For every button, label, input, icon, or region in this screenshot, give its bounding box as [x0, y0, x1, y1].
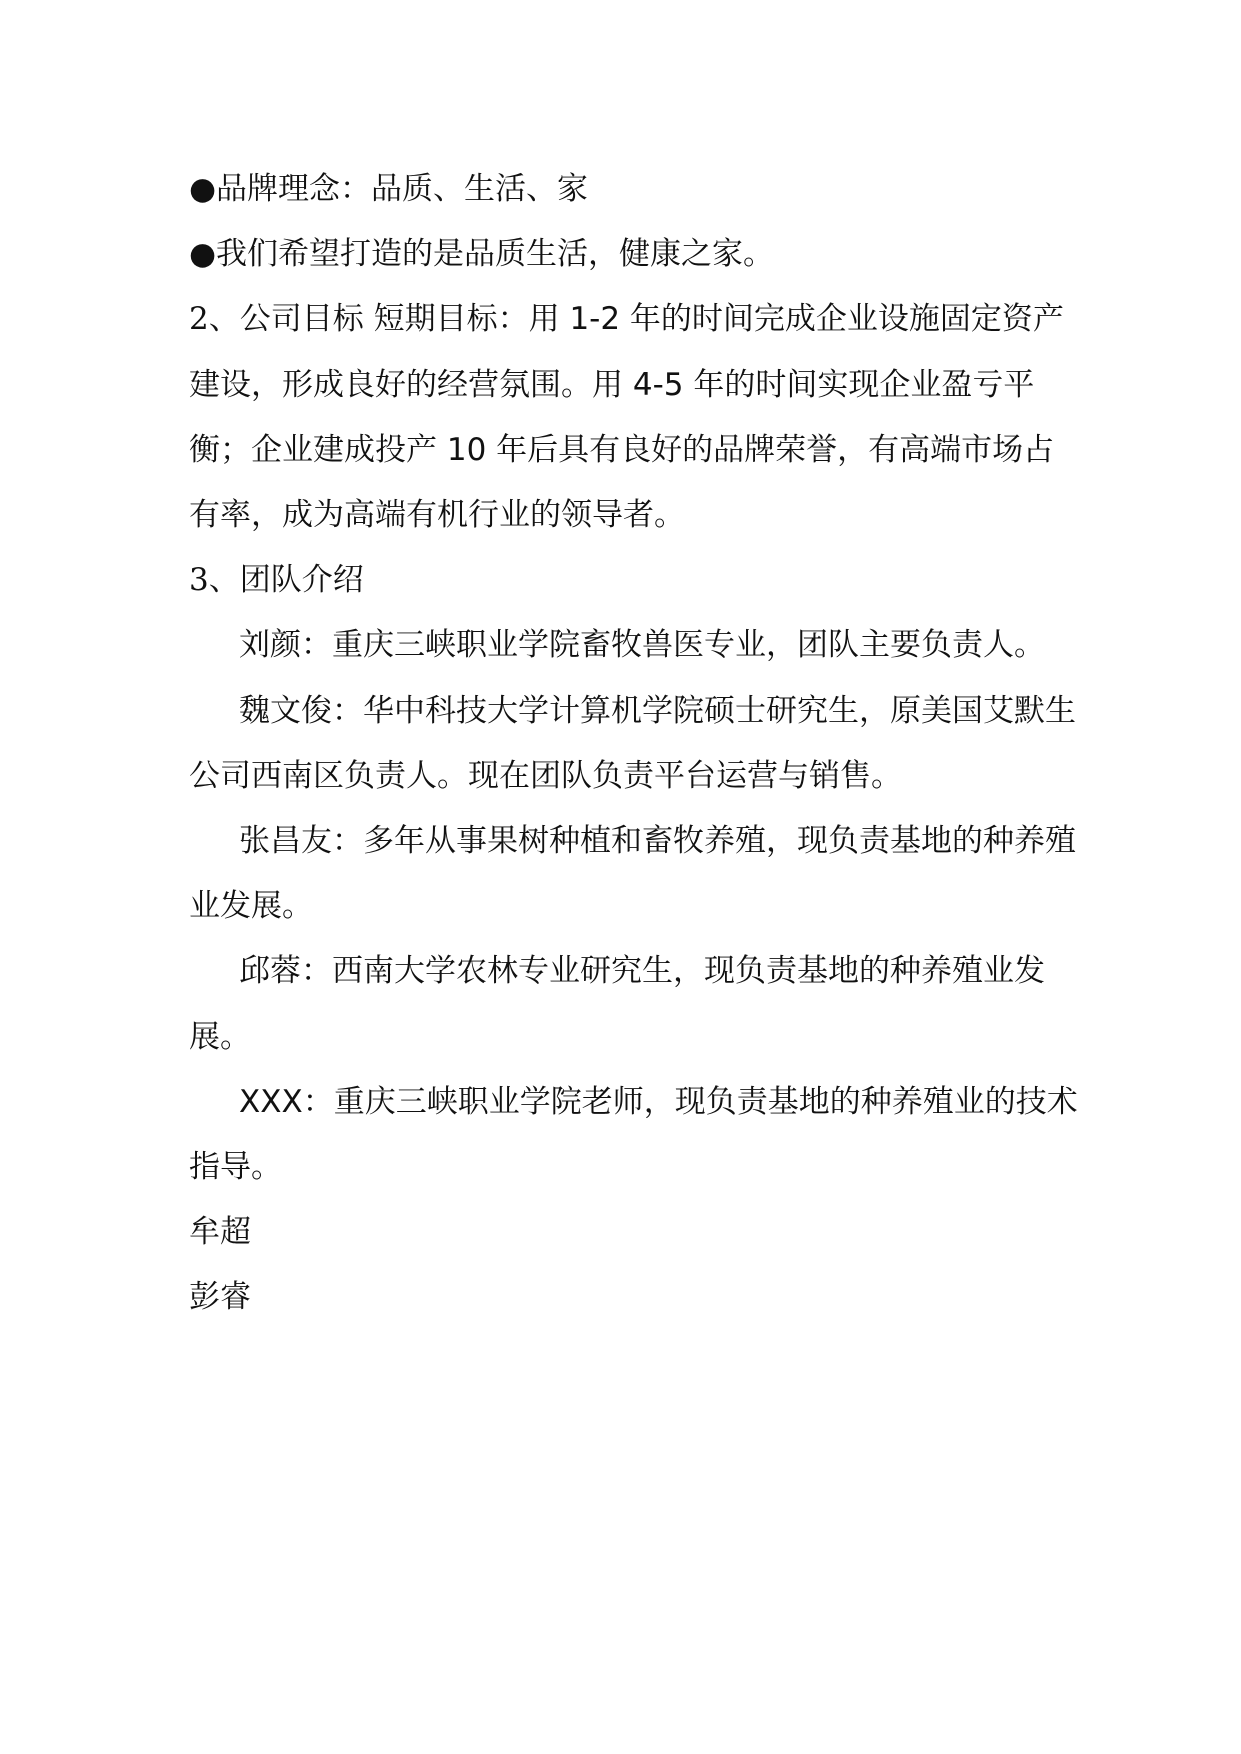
document-body — [189, 157, 1079, 1331]
team-member-zhang-changyou: 张昌友：多年从事果树种植和畜牧养殖，现负责基地的种养殖业发展。 — [189, 823, 1076, 925]
team-intro-heading — [189, 548, 1079, 613]
extra-name-mou-chao: 牟超 — [189, 1214, 251, 1251]
team-intro-title: 、团队介绍 — [208, 562, 364, 599]
team-member-wei-wenjun: 魏文俊：华中科技大学计算机学院硕士研究生，原美国艾默生公司西南区负责人。现在团队负责平台运营与销售。 — [189, 692, 1076, 794]
extra-name-peng-rui: 彭睿 — [189, 1279, 251, 1316]
company-goals-text: 、公司目标 短期目标：用 1-2 年的时间完成企业设施固定资产建设，形成良好的经营氛围。用 4-5 年的时间实现企业盈亏平衡；企业建成投产 10 年后具有良好的品牌荣誉，有高端市场占有率，成为高端有机行业的领导者。 — [189, 301, 1064, 534]
section-number: 2 — [189, 301, 209, 338]
company-goals-paragraph — [189, 287, 1079, 548]
section-number: 3 — [189, 562, 209, 599]
brand-hope-line: ●我们希望打造的是品质生活，健康之家。 — [189, 236, 775, 273]
team-member-xxx: XXX：重庆三峡职业学院老师，现负责基地的种养殖业的技术指导。 — [189, 1083, 1078, 1186]
team-member-qiu-rong: 邱蓉：西南大学农林专业研究生，现负责基地的种养殖业发展。 — [189, 953, 1045, 1055]
team-member-liu-yan: 刘颜：重庆三峡职业学院畜牧兽医专业，团队主要负责人。 — [239, 627, 1045, 664]
brand-concept-line: ●品牌理念：品质、生活、家 — [189, 171, 589, 207]
